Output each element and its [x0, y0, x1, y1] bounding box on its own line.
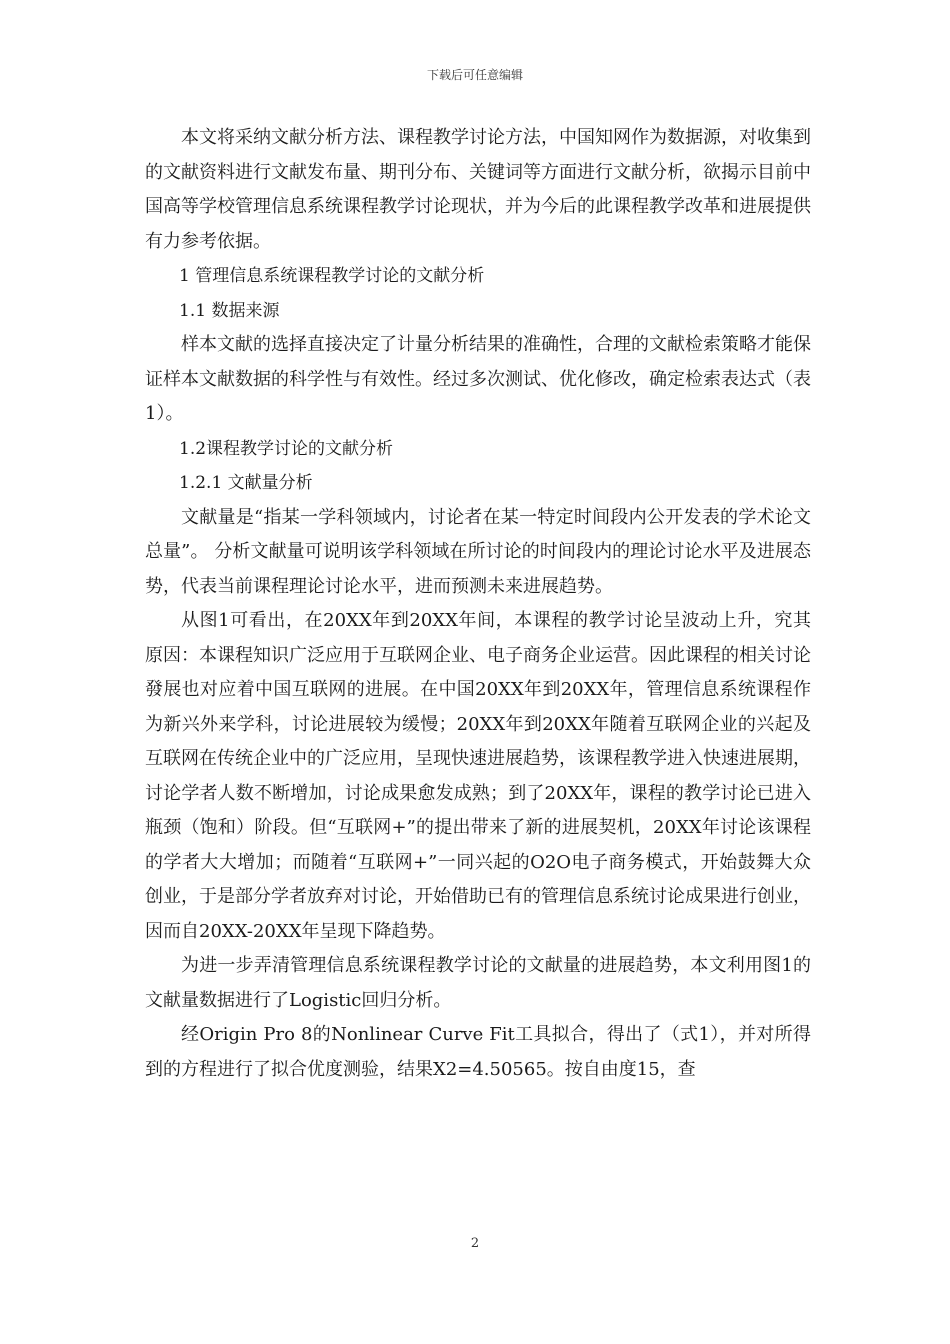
paragraph-trend-analysis: 从图1可看出，在20XX年到20XX年间，本课程的教学讨论呈波动上升，究其原因：本课程知识广泛应用于互联网企业、电子商务企业运营。因此课程的相关讨论發展也对应着中国互联网的进展。在中国20XX年到20XX年，管理信息系统课程作为新兴外来学科，讨论进展较为缓慢；20XX年到20XX年随着互联网企业的兴起及互联网在传统企业中的广泛应用，呈现快速进展趋势，该课程教学进入快速进展期，讨论学者人数不断增加，讨论成果愈发成熟；到了20XX年，课程的教学讨论已进入瓶颈（饱和）阶段。但“互联网+”的提出带来了新的进展契机，20XX年讨论该课程的学者大大增加；而随着“互联网+”一同兴起的O2O电子商务模式，开始鼓舞大众创业，于是部分学者放弃对讨论，开始借助已有的管理信息系统讨论成果进行创业，因而自20XX-20XX年呈现下降趋势。 — [145, 610, 811, 942]
section-heading-1: 1 管理信息系统课程教学讨论的文献分析 — [179, 266, 485, 286]
section-heading-1-2-1: 1.2.1 文献量分析 — [179, 473, 313, 493]
section-heading-1-1: 1.1 数据来源 — [179, 300, 280, 321]
paragraph-curve-fit: 经Origin Pro 8的Nonlinear Curve Fit工具拟合，得出了（式1），并对所得到的方程进行了拟合优度测验，结果X2=4.50565。按自由度15，查 — [145, 1024, 811, 1080]
document-body — [145, 121, 811, 1087]
paragraph-logistic-regression: 为进一步弄清管理信息系统课程教学讨论的文献量的进展趋势，本文利用图1的文献量数据进行了Logistic回归分析。 — [145, 955, 811, 1011]
page-number: 2 — [470, 1236, 480, 1251]
paragraph-intro: 本文将采纳文献分析方法、课程教学讨论方法，中国知网作为数据源，对收集到的文献资料进行文献发布量、期刊分布、关键词等方面进行文献分析，欲揭示目前中国高等学校管理信息系统课程教学讨论现状，并为今后的此课程教学改革和进展提供有力参考依据。 — [145, 127, 811, 252]
paragraph-literature-volume: 文献量是“指某一学科领域内，讨论者在某一特定时间段内公开发表的学术论文总量”。 分析文献量可说明该学科领域在所讨论的时间段内的理论讨论水平及进展态势，代表当前课程理论讨论水平，进而预测未来进展趋势。 — [145, 506, 811, 597]
section-heading-1-2: 1.2课程教学讨论的文献分析 — [179, 438, 394, 459]
page-header-note: 下载后可任意编辑 — [426, 68, 523, 82]
paragraph-data-source: 样本文献的选择直接决定了计量分析结果的准确性，合理的文献检索策略才能保证样本文献数据的科学性与有效性。经过多次测试、优化修改，确定检索表达式（表1）。 — [145, 334, 811, 424]
